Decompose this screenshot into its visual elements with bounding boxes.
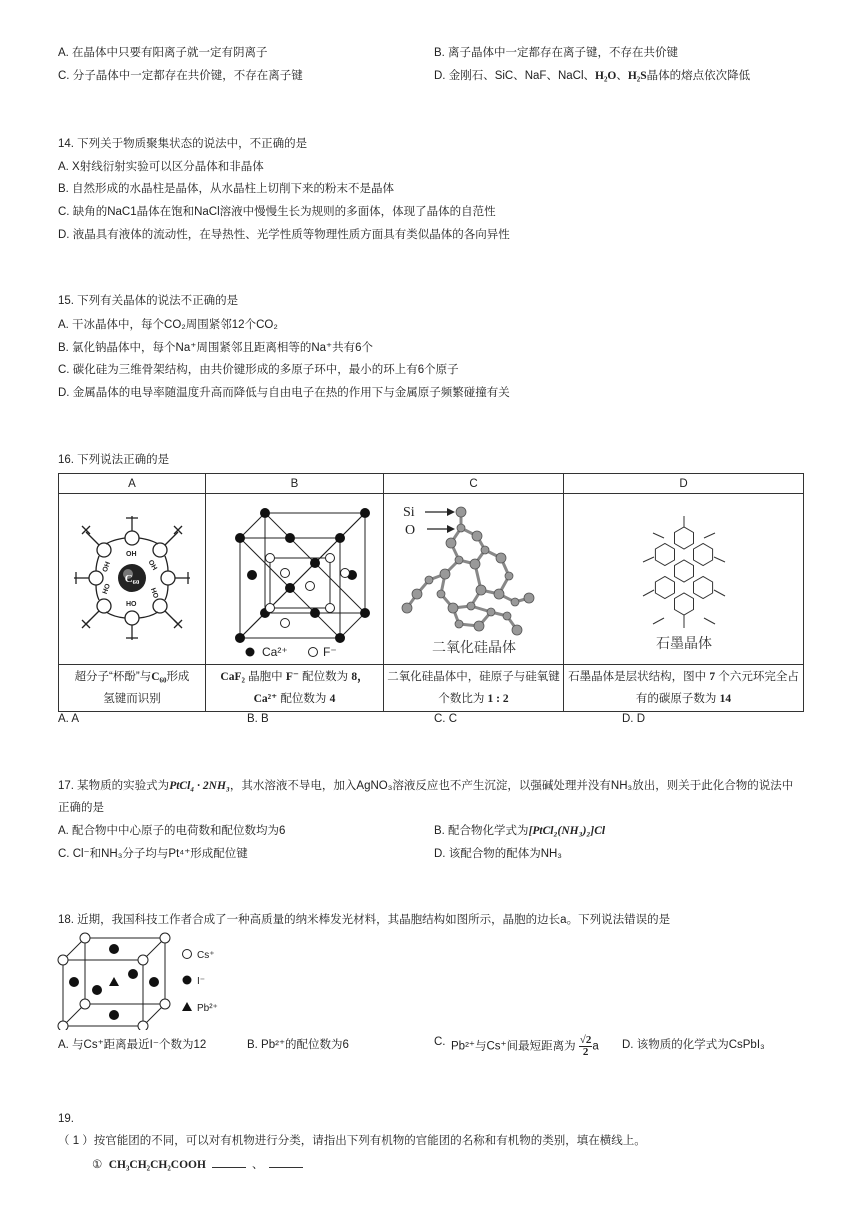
hexagon-ring (674, 593, 693, 615)
q18-stem: 18. 近期，我国科技工作者合成了一种高质量的纳米棒发光材料，其晶胞结构如图所示，晶胞的边长a。下列说法错误的是 (58, 914, 671, 926)
q16-caption-b (206, 665, 384, 712)
q19-number: 19. (58, 1113, 74, 1125)
q16-option-b: B. B (247, 713, 269, 725)
hexagon-ring (655, 576, 674, 598)
dangling-bond (653, 618, 664, 624)
cs-legend: Cs⁺ (197, 950, 215, 961)
q15-stem: 15. 下列有关晶体的说法不正确的是 (58, 295, 239, 307)
q17-stem-2: ，其水溶液不导电，加入AgNO₃溶液反应也不产生沉淀，以强碱处理并没有NH₃放出，则关于此化合物的说法中 (229, 780, 794, 792)
hexagon-ring (674, 527, 693, 549)
sio2-crystal-diagram (389, 498, 559, 658)
cap-b-num-8: 8， (351, 671, 369, 683)
ho-label-left: HO (101, 582, 112, 595)
dangling-bond (714, 590, 725, 596)
sio2-figure (384, 494, 564, 665)
q17-stem-1: 17. 某物质的实验式为 (58, 780, 170, 792)
sqrt2-over-2-fraction (579, 1035, 593, 1058)
oh-label-right: OH (146, 558, 158, 572)
q16-header-c: C (384, 474, 564, 494)
q14-option-b: B. 自然形成的水晶柱是晶体，从水晶柱上切削下来的粉末不是晶体 (58, 183, 395, 195)
q18-option-c (451, 1035, 599, 1058)
dangling-bond (653, 533, 664, 538)
cap-a-text-3: 氢键而识别 (103, 693, 161, 705)
caf2-unit-cell-diagram (210, 498, 380, 658)
q16-header-a: A (59, 474, 206, 494)
si-label: Si (402, 504, 415, 520)
q19-item-1 (92, 1157, 309, 1173)
hexagon-ring (674, 560, 693, 582)
q14-option-c: C. 缺角的NaC1晶体在饱和NaCl溶液中慢慢生长为规则的多面体，体现了晶体的自范性 (58, 206, 496, 218)
fraction-denominator: 2 (582, 1046, 589, 1058)
dangling-bond (704, 533, 715, 538)
q16-option-d: D. D (622, 713, 645, 725)
cspbi3-unit-cell-diagram (55, 930, 230, 1030)
graphite-figure (564, 494, 804, 665)
q14-option-a: A. X射线衍射实验可以区分晶体和非晶体 (58, 161, 264, 173)
q16-caption-a (59, 665, 206, 712)
q16-option-a: A. A (58, 713, 80, 725)
oh-label-top: OH (126, 550, 137, 558)
h2s-formula: H₂S (627, 70, 647, 82)
q13-option-d (434, 68, 750, 84)
q18-option-d: D. 该物质的化学式为CsPbI₃ (622, 1039, 765, 1051)
q18-option-c-text: Pb²⁺与Cs⁺间最短距离为 (451, 1040, 576, 1053)
dangling-bond (643, 557, 654, 562)
cap-a-c60: C₆₀ (151, 671, 167, 683)
ho-label-bottom: HO (126, 600, 137, 608)
q16-header-b: B (206, 474, 384, 494)
cap-b-text-2: 晶胞中 (248, 671, 283, 683)
cap-c-ratio: 1 : 2 (487, 693, 509, 705)
q13-option-d-sep: 、 (616, 70, 628, 82)
oh-label-left: OH (101, 560, 112, 573)
calixarene-figure (59, 494, 206, 665)
q15-option-a: A. 干冰晶体中，每个CO₂周围紧邻12个CO₂ (58, 319, 278, 331)
q17-option-b (434, 823, 605, 839)
cap-b-f: F⁻ (285, 671, 299, 683)
q15-option-b: B. 氯化钠晶体中，每个Na⁺周围紧邻且距离相等的Na⁺共有6个 (58, 342, 373, 354)
graphite-layer-diagram (569, 498, 799, 658)
q17-option-b-formula: [PtCl₂(NH₃)₂]Cl (528, 825, 606, 837)
cap-d-text-4: 有的碳原子数为 (635, 693, 717, 705)
q13-option-c: C. 分子晶体中一定都存在共价键，不存在离子键 (58, 70, 303, 82)
q15-option-d: D. 金属晶体的电导率随温度升高而降低与自由电子在热的作用下与金属原子频繁碰撞有关 (58, 387, 510, 399)
cap-a-text-2: 形成 (166, 671, 190, 683)
graphite-caption: 石墨晶体 (655, 635, 712, 652)
caf2-figure (206, 494, 384, 665)
f-legend-label: F⁻ (322, 644, 337, 658)
o-label: O (404, 522, 415, 538)
q13-option-a: A. 在晶体中只要有阳离子就一定有阴离子 (58, 47, 268, 59)
hexagon-ring (693, 543, 712, 565)
calixarene-diagram (62, 498, 202, 658)
butanoic-acid-formula: CH₃CH₂CH₂COOH (108, 1159, 206, 1171)
dangling-bond (714, 557, 725, 562)
h2o-formula: H₂O (595, 70, 617, 82)
q16-option-c: C. C (434, 713, 457, 725)
q18-option-b: B. Pb²⁺的配位数为6 (247, 1039, 349, 1051)
q13-option-d-post: 晶体的熔点依次降低 (646, 70, 751, 82)
cap-c-text-1: 二氧化硅晶体中，硅原子与硅氧键 (387, 671, 560, 683)
q15-option-c: C. 碳化硅为三维骨架结构，由共价键形成的多原子环中，最小的环上有6个原子 (58, 364, 459, 376)
i-legend: I⁻ (197, 976, 206, 987)
cap-b-num-4: 4 (329, 693, 336, 705)
c60-label: C₆₀ (124, 572, 140, 585)
answer-blank-1[interactable] (212, 1157, 246, 1168)
q17-option-d: D. 该配合物的配体为NH₃ (434, 848, 562, 860)
pb-legend: Pb²⁺ (197, 1003, 218, 1014)
hexagon-ring (693, 576, 712, 598)
q16-caption-d (564, 665, 804, 712)
q17-option-a: A. 配合物中中心原子的电荷数和配位数均为6 (58, 825, 286, 837)
q18-option-c-post: a (592, 1040, 599, 1053)
cap-b-caf2: CaF₂ (220, 671, 245, 683)
cap-d-text-3: 个六元环完全占 (718, 671, 799, 683)
answer-blank-2[interactable] (269, 1157, 303, 1168)
q17-option-b-pre: B. 配合物化学式为 (434, 825, 529, 837)
q17-stem (58, 778, 793, 794)
cap-d-num-7: 7 (709, 671, 716, 683)
q14-stem: 14. 下列关于物质聚集状态的说法中，不正确的是 (58, 138, 308, 150)
cap-b-text-4: 配位数为 (302, 671, 349, 683)
cap-d-num-14: 14 (719, 693, 732, 705)
hexagon-ring (655, 543, 674, 565)
ca-legend-label: Ca²⁺ (261, 644, 288, 658)
dangling-bond (643, 590, 654, 596)
q13-option-b: B. 离子晶体中一定都存在离子键，不存在共价键 (434, 47, 679, 59)
q16-header-d: D (564, 474, 804, 494)
sio2-caption: 二氧化硅晶体 (431, 639, 516, 656)
q19-part1: （ 1 ）按官能团的不同，可以对有机物进行分类，请指出下列有机物的官能团的名称和有机物的类别，填在横线上。 (58, 1135, 646, 1147)
item-separator: 、 (251, 1159, 264, 1171)
dangling-bond (704, 618, 715, 624)
cap-b-ca: Ca²⁺ (253, 693, 278, 705)
cap-a-text-1: 超分子“杯酚”与 (74, 671, 152, 683)
q16-stem: 16. 下列说法正确的是 (58, 454, 170, 466)
ho-label-right: HO (148, 586, 160, 599)
fraction-numerator: √2 (579, 1034, 592, 1046)
q18-option-a: A. 与Cs⁺距离最近I⁻个数为12 (58, 1039, 207, 1051)
cap-d-text-1: 石墨晶体是层状结构，图中 (568, 671, 707, 683)
cap-c-text-2: 个数比为 (438, 693, 485, 705)
q16-table (58, 473, 804, 712)
q18-option-c-pre: C. (434, 1036, 446, 1048)
q17-formula: PtCl₄ · 2NH₃ (169, 780, 230, 792)
cap-b-text-7: 配位数为 (280, 693, 327, 705)
q14-option-d: D. 液晶具有液体的流动性，在导热性、光学性质等物理性质方面具有类似晶体的各向异性 (58, 229, 510, 241)
q17-option-c: C. Cl⁻和NH₃分子均与Pt⁴⁺形成配位键 (58, 848, 248, 860)
q13-option-d-pre: D. 金刚石、SiC、NaF、NaCl、 (434, 70, 596, 82)
q16-caption-c (384, 665, 564, 712)
q17-stem-3: 正确的是 (58, 802, 104, 814)
item-circled-1: ① (92, 1159, 103, 1171)
